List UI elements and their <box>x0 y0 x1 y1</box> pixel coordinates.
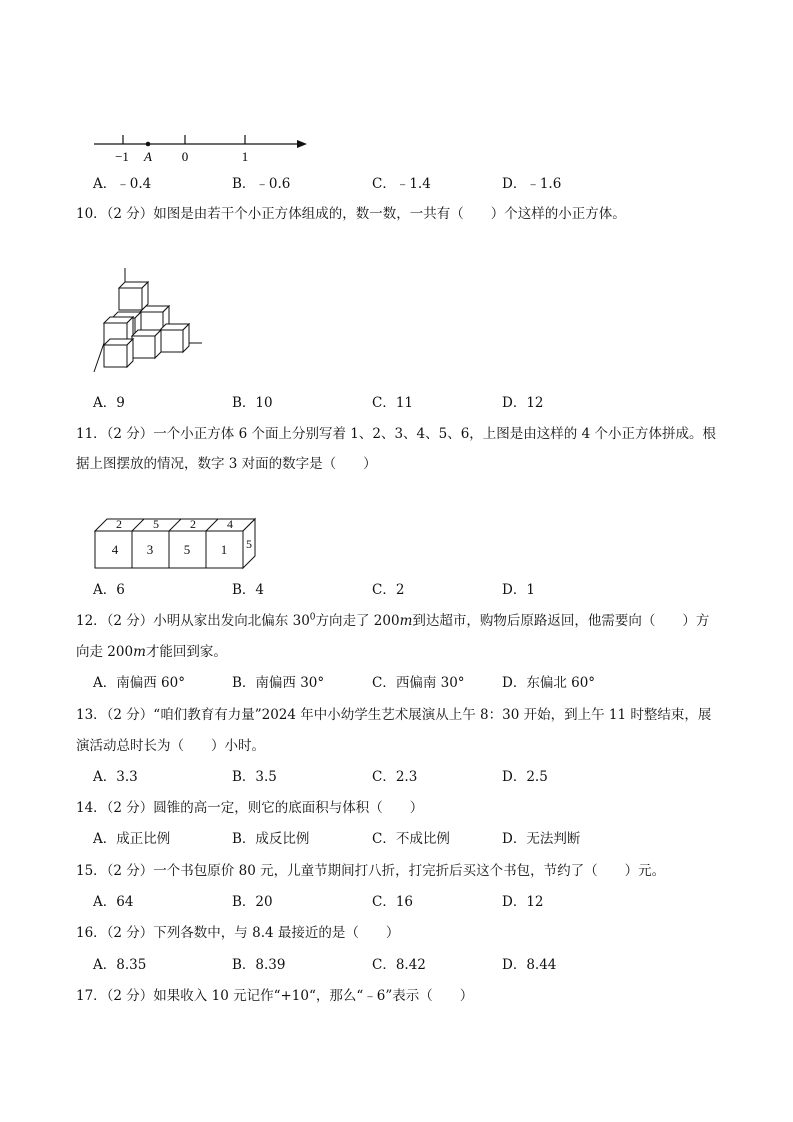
option-d: D．1 <box>502 582 535 598</box>
top-digit: 2 <box>190 517 196 531</box>
number-line-arrow <box>297 140 307 148</box>
number-line-figure <box>88 130 328 164</box>
option-b: B．4 <box>232 582 265 598</box>
numberline-options <box>93 175 733 193</box>
option-d: D．2.5 <box>502 769 548 785</box>
cube <box>132 330 161 358</box>
label-minus1: −1 <box>115 149 129 164</box>
option-a: A．64 <box>93 894 134 910</box>
q12-stem-part: 才能回到家。 <box>145 644 227 660</box>
q10-stem: 10．（2 分）如图是由若干个小正方体组成的，数一数，一共有（ ）个这样的小正方体。 <box>76 206 626 222</box>
option-c: C．2 <box>372 582 405 598</box>
q12-options <box>93 674 733 692</box>
q12-stem-line1 <box>76 612 709 630</box>
cube-stack-figure <box>90 268 210 378</box>
option-b: B．﹣0.6 <box>232 176 291 192</box>
front-digit: 5 <box>183 542 191 557</box>
option-b: B．10 <box>232 395 273 411</box>
depth-axis-line <box>94 343 104 372</box>
top-digit: 5 <box>153 517 159 531</box>
option-a: A．8.35 <box>93 957 147 973</box>
q12-stem-line2 <box>76 643 227 661</box>
option-d: D．东偏北 60° <box>502 675 596 691</box>
label-one: 1 <box>241 149 249 164</box>
q15-options <box>93 893 733 911</box>
q17-stem: 17．（2 分）如果收入 10 元记作“+10“，那么“﹣6”表示（ ） <box>76 988 474 1004</box>
q12-superscript: 0 <box>309 612 316 623</box>
q16-options <box>93 956 733 974</box>
label-zero: 0 <box>181 149 189 164</box>
option-d: D．无法判断 <box>502 831 581 847</box>
option-a: A．﹣0.4 <box>93 176 152 192</box>
option-d: D．12 <box>502 894 544 910</box>
option-c: C．8.42 <box>372 957 426 973</box>
cube <box>104 339 133 367</box>
point-a-dot <box>146 142 151 147</box>
option-c: C．2.3 <box>372 769 418 785</box>
q15-stem: 15．（2 分）一个书包原价 80 元，儿童节期间打八折，打完折后买这个书包，节约了（ ）元。 <box>76 863 666 879</box>
q14-options <box>93 830 733 848</box>
q13-stem-line2: 演活动总时长为（ ）小时。 <box>76 738 265 754</box>
option-b: B．3.5 <box>232 769 277 785</box>
option-a: A．6 <box>93 582 125 598</box>
q12-stem-part: 方向走了 200 <box>315 613 400 629</box>
option-c: C．﹣1.4 <box>372 176 431 192</box>
option-b: B．南偏西 30° <box>232 675 325 691</box>
option-b: B．成反比例 <box>232 831 310 847</box>
q11-options <box>93 581 733 599</box>
top-digit: 4 <box>227 517 233 531</box>
option-a: A．9 <box>93 395 125 411</box>
q16-stem: 16．（2 分）下列各数中，与 8.4 最接近的是（ ） <box>76 925 400 941</box>
option-a: A．3.3 <box>93 769 138 785</box>
option-d: D．﹣1.6 <box>502 176 562 192</box>
option-c: C．西偏南 30° <box>372 675 465 691</box>
q11-stem-line2: 据上图摆放的情况，数字 3 对面的数字是（ ） <box>76 456 377 472</box>
q11-stem-line1: 11．（2 分）一个小正方体 6 个面上分别写着 1、2、3、4、5、6，上图是由这样的 4 个小正方体拼成。根 <box>76 426 716 442</box>
unit-m: m <box>399 613 413 629</box>
top-digit: 2 <box>116 517 122 531</box>
cube <box>160 324 189 352</box>
front-digit: 1 <box>220 542 228 557</box>
option-b: B．20 <box>232 894 273 910</box>
option-d: D．12 <box>502 395 544 411</box>
option-a: A．南偏西 60° <box>93 675 185 691</box>
side-digit: 5 <box>246 537 252 551</box>
option-c: C．11 <box>372 395 414 411</box>
q13-options <box>93 768 733 786</box>
front-digit: 4 <box>111 542 119 557</box>
q13-stem-line1: 13．（2 分）“咱们教育有力量”2024 年中小幼学生艺术展演从上午 8：30 开始，到上午 11 时整结束，展 <box>76 707 712 723</box>
option-d: D．8.44 <box>502 957 557 973</box>
option-a: A．成正比例 <box>93 831 171 847</box>
front-digit: 3 <box>146 542 154 557</box>
four-cubes-figure <box>90 514 265 574</box>
unit-m: m <box>133 644 146 660</box>
option-c: C．不成比例 <box>372 831 450 847</box>
q10-options <box>93 394 733 412</box>
option-b: B．8.39 <box>232 957 286 973</box>
q14-stem: 14．（2 分）圆锥的高一定，则它的底面积与体积（ ） <box>76 800 424 816</box>
q12-stem-part: 向走 200 <box>76 644 134 660</box>
label-a: A <box>144 149 152 164</box>
cube <box>119 282 148 310</box>
q12-stem-part: 12．（2 分）小明从家出发向北偏东 30 <box>76 613 310 629</box>
option-c: C．16 <box>372 894 414 910</box>
q12-stem-part: 到达超市，购物后原路返回，他需要向（ ）方 <box>412 613 710 629</box>
